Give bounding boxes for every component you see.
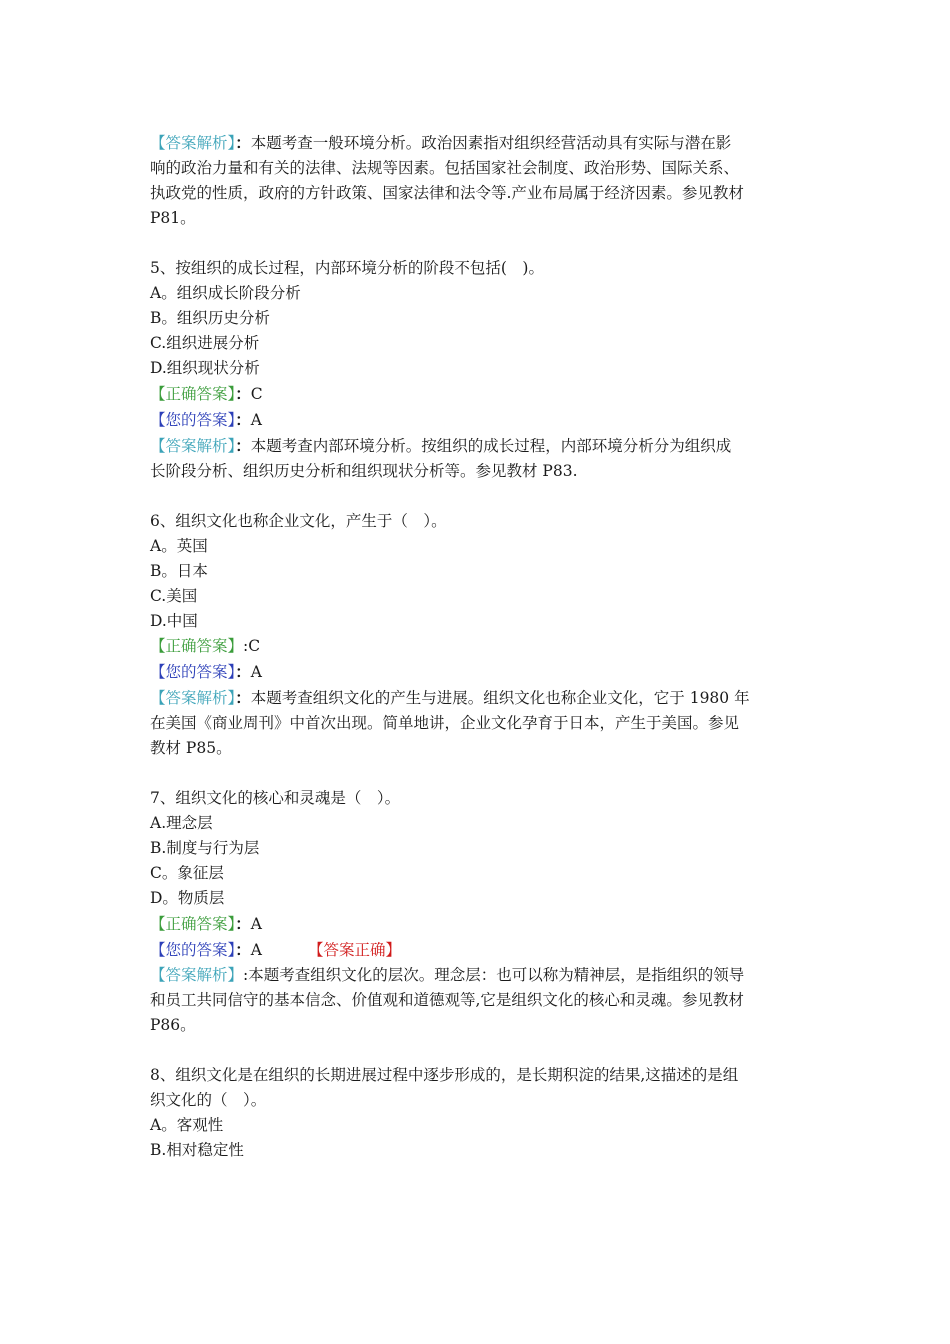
option-d: D.中国 xyxy=(150,612,198,630)
question-title: 8、组织文化是在组织的长期进展过程中逐步形成的，是长期积淀的结果,这描述的是组 xyxy=(150,1066,739,1084)
option-d: D.组织现状分析 xyxy=(150,359,260,377)
correct-answer-separator: ： xyxy=(235,914,251,933)
option-a: A.理念层 xyxy=(150,814,213,832)
your-answer-row xyxy=(150,407,810,433)
option-a: A。英国 xyxy=(150,537,208,555)
correct-answer-label: 【正确答案】 xyxy=(150,637,244,655)
your-answer-separator: ： xyxy=(235,662,251,681)
your-answer-value: A xyxy=(250,941,262,959)
correct-answer-value: C xyxy=(250,385,263,403)
your-answer-separator: ： xyxy=(235,940,251,959)
analysis-label: 【答案解析】 xyxy=(150,134,236,152)
question-title: 6、组织文化也称企业文化，产生于（ ）。 xyxy=(150,512,447,530)
correct-answer-value: C xyxy=(248,637,261,655)
question-5 xyxy=(150,256,810,484)
analysis-text: 响的政治力量和有关的法律、法规等因素。包括国家社会制度、政治形势、国际关系、 xyxy=(150,159,740,177)
your-answer-row xyxy=(150,659,810,685)
analysis-line xyxy=(150,130,810,156)
analysis-line xyxy=(150,685,810,711)
option-c: C.美国 xyxy=(150,587,198,605)
your-answer-value: A xyxy=(250,663,262,681)
your-answer-label: 【您的答案】 xyxy=(150,411,236,429)
analysis-text: 本题考查组织文化的产生与进展。组织文化也称企业文化，它于 1980 年 xyxy=(250,689,750,707)
question-4-analysis xyxy=(150,130,810,231)
option-b: B。组织历史分析 xyxy=(150,309,270,327)
question-6 xyxy=(150,509,810,761)
correct-answer-row xyxy=(150,381,810,407)
analysis-label: 【答案解析】 xyxy=(150,689,236,707)
correct-answer-row xyxy=(150,634,810,659)
analysis-text: 本题考查一般环境分析。政治因素指对组织经营活动具有实际与潜在影 xyxy=(250,134,732,152)
analysis-label: 【答案解析】 xyxy=(150,437,236,455)
correct-answer-separator: ： xyxy=(235,384,251,403)
analysis-separator: ： xyxy=(235,436,251,455)
analysis-text: 长阶段分析、组织历史分析和组织现状分析等。参见教材 P83. xyxy=(150,462,578,480)
analysis-text: 执政党的性质，政府的方针政策、国家法律和法令等.产业布局属于经济因素。参见教材 xyxy=(150,184,744,202)
option-b: B.相对稳定性 xyxy=(150,1141,244,1159)
option-b: B.制度与行为层 xyxy=(150,839,260,857)
correct-answer-row xyxy=(150,911,810,937)
option-c: C。象征层 xyxy=(150,864,224,882)
question-title-cont: 织文化的（ ）。 xyxy=(150,1091,267,1109)
your-answer-label: 【您的答案】 xyxy=(150,941,236,959)
document-page xyxy=(150,130,810,1163)
your-answer-label: 【您的答案】 xyxy=(150,663,236,681)
option-a: A。组织成长阶段分析 xyxy=(150,284,301,302)
correct-answer-separator: : xyxy=(243,637,249,655)
analysis-text: 在美国《商业周刊》中首次出现。简单地讲，企业文化孕育于日本，产生于美国。参见 xyxy=(150,714,740,732)
your-answer-row xyxy=(150,937,810,963)
question-title: 5、按组织的成长过程，内部环境分析的阶段不包括( )。 xyxy=(150,259,544,277)
your-answer-separator: ： xyxy=(235,410,251,429)
correct-answer-value: A xyxy=(250,915,262,933)
analysis-label: 【答案解析】 xyxy=(150,966,244,984)
analysis-text: 教材 P85。 xyxy=(150,739,232,757)
analysis-line xyxy=(150,963,810,988)
analysis-line xyxy=(150,433,810,459)
option-d: D。物质层 xyxy=(150,889,225,907)
analysis-text: P81。 xyxy=(150,209,196,227)
correct-answer-label: 【正确答案】 xyxy=(150,915,236,933)
analysis-text: 本题考查组织文化的层次。理念层：也可以称为精神层，是指组织的领导 xyxy=(248,966,745,984)
question-title: 7、组织文化的核心和灵魂是（ ）。 xyxy=(150,789,401,807)
question-8 xyxy=(150,1063,810,1163)
analysis-text: 和员工共同信守的基本信念、价值观和道德观等,它是组织文化的核心和灵魂。参见教材 xyxy=(150,991,744,1009)
correct-answer-label: 【正确答案】 xyxy=(150,385,236,403)
your-answer-value: A xyxy=(250,411,262,429)
option-c: C.组织进展分析 xyxy=(150,334,260,352)
option-a: A。客观性 xyxy=(150,1116,224,1134)
analysis-text: P86。 xyxy=(150,1016,196,1034)
analysis-text: 本题考查内部环境分析。按组织的成长过程，内部环境分析分为组织成 xyxy=(250,437,732,455)
analysis-separator: : xyxy=(243,966,249,984)
answer-status-badge: 【答案正确】 xyxy=(307,941,401,959)
question-7 xyxy=(150,786,810,1038)
analysis-separator: ： xyxy=(235,133,251,152)
option-b: B。日本 xyxy=(150,562,208,580)
analysis-separator: ： xyxy=(235,688,251,707)
